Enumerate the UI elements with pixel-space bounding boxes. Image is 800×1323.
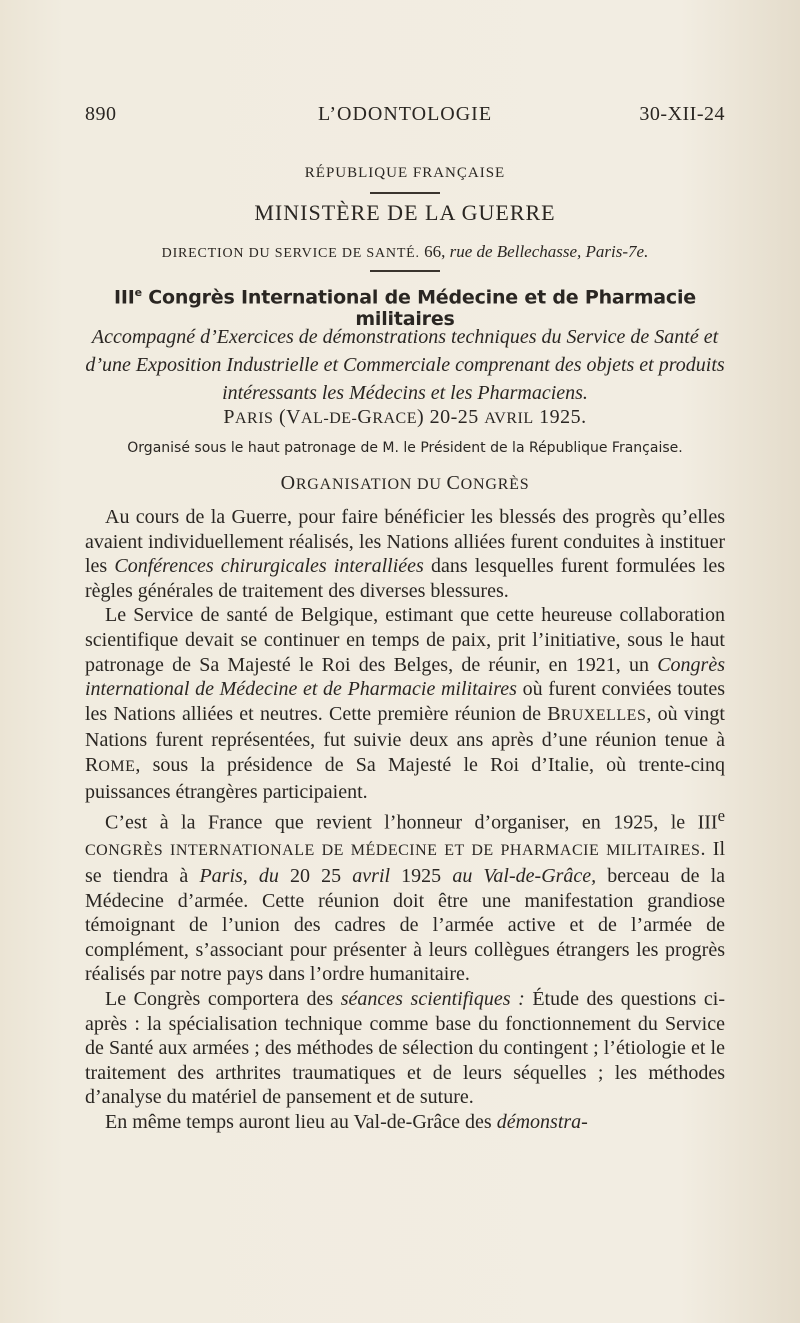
text-run: dans lesquelles furent formulées les règles générales de traitement des diverses blessures. [85, 555, 726, 602]
section-heading [85, 472, 725, 495]
event-place-dates [85, 406, 725, 429]
divider-rule [370, 192, 440, 194]
congres-title-roman: III [114, 286, 135, 309]
event-text: P [223, 406, 235, 428]
text-run-italic: au Val-de-Grâce, [452, 864, 597, 887]
text-run: où furent conviées toutes les Nations alliées et neutres. Cette première réunion de B [85, 678, 726, 725]
journal-title: L’ODONTOLOGIE [317, 103, 493, 125]
text-run-italic: séances scientifiques : [340, 987, 525, 1010]
heading-text: O [280, 472, 296, 494]
text-run-italic: Conférences chirurgicales interalliées [114, 555, 424, 578]
heading-text: C [446, 472, 461, 494]
event-text: AL-DE- [301, 410, 358, 427]
text-run: . Il se tiendra à [85, 838, 726, 887]
text-run-italic: Congrès international de Médecine et de Pharmacie militaires [85, 653, 725, 701]
event-text: ) 20-25 [416, 406, 485, 428]
text-run-italic: Paris, du [199, 864, 279, 887]
text-run-italic: démonstra- [496, 1110, 588, 1133]
republique-heading: RÉPUBLIQUE FRANÇAISE [304, 165, 506, 181]
direction-address-number: 66, [424, 242, 446, 261]
text-run-smallcaps: RUXELLES [560, 706, 647, 724]
text-run-smallcaps: CONGRÈS INTERNATIONALE DE MÉDECINE ET DE PHARMACIE MILITAIRES [85, 842, 701, 860]
direction-line [85, 242, 725, 262]
event-text: ARIS [234, 410, 274, 427]
paragraph [85, 1110, 725, 1135]
heading-text: ONGRÈS [460, 476, 530, 493]
text-run: En même temps auront lieu au Val-de-Grâce des [105, 1110, 497, 1133]
text-run: C’est à la France que revient l’honneur d’organiser, en 1925, le III [105, 811, 718, 834]
paragraph [85, 603, 725, 804]
text-run: , où vingt Nations furent représentées, fut suivie deux ans après d’une réunion tenue à R [85, 702, 725, 776]
text-run: Au cours de la Guerre, pour faire bénéficier les blessés des progrès qu’elles avaient individuellement réalisés, les Nations alliées furent conduites à instituer les [85, 506, 725, 578]
text-run: berceau de la Médecine d’armée. Cette réunion doit être une manifestation grandiose témoignant de l’union des cadres de l’armée active et de l’armée de complément, s’associant pour présenter à leurs collègues étrangers les progrès réalisés par notre pays dans l’ordre humanitaire. [85, 864, 726, 986]
event-text: G [357, 406, 373, 428]
issue-date: 30-XII-24 [639, 103, 725, 125]
paragraph [85, 804, 725, 987]
congres-title-text: Congrès International de Médecine et de Pharmacie militaires [141, 286, 696, 331]
text-run: Étude des questions ci-après : la spécialisation technique comme base du fonctionnement du Service de Santé aux armées ; des méthodes de sélection du contingent ; l’étiologie et le traitement des arthrites traumatiques et de leurs séquelles ; les méthodes d’analyse du matériel de pansement et de suture. [85, 987, 725, 1109]
event-text: (V [273, 406, 302, 428]
patronage-line: Organisé sous le haut patronage de M. le Président de la République Française. [127, 440, 683, 456]
text-run: , sous la présidence de Sa Majesté le Roi d’Italie, où trente-cinq puissances étrangères participaient. [85, 753, 725, 803]
event-text: 1925. [533, 406, 587, 428]
text-run-smallcaps: OME [98, 757, 136, 775]
ministere-heading: MINISTÈRE DE LA GUERRE [254, 200, 556, 225]
direction-service: DIRECTION DU SERVICE DE SANTÉ. [161, 246, 420, 261]
text-run: Le Congrès comportera des [105, 987, 341, 1010]
direction-address-street: rue de Bellechasse, Paris-7e. [449, 242, 649, 261]
text-run-sup: e [717, 806, 725, 826]
text-run-italic: avril [352, 864, 391, 887]
paragraph [85, 505, 725, 603]
text-run: 20 25 [278, 864, 353, 887]
event-text: RACE [372, 410, 417, 427]
text-run: 1925 [390, 864, 453, 887]
text-run: Le Service de santé de Belgique, estimant que cette heureuse collaboration scientifique devait se continuer en temps de paix, prit l’initiative, sous le haut patronage de Sa Majesté le Roi des Belges, de réunir, en 1921, un [85, 604, 725, 676]
congres-title-sup: e [134, 286, 142, 299]
congres-subtitle: Accompagné d’Exercices de démonstrations techniques du Service de Santé et d’une Exposition Industrielle et Commerciale comprenant des objets et produits intéressants les Médecins et les Pharmaciens. [85, 326, 725, 404]
body-text [85, 505, 725, 1135]
paragraph [85, 987, 725, 1110]
heading-text: RGANISATION DU [295, 476, 447, 493]
page-number: 890 [85, 103, 117, 125]
divider-rule [370, 270, 440, 272]
event-text: AVRIL [484, 410, 534, 427]
